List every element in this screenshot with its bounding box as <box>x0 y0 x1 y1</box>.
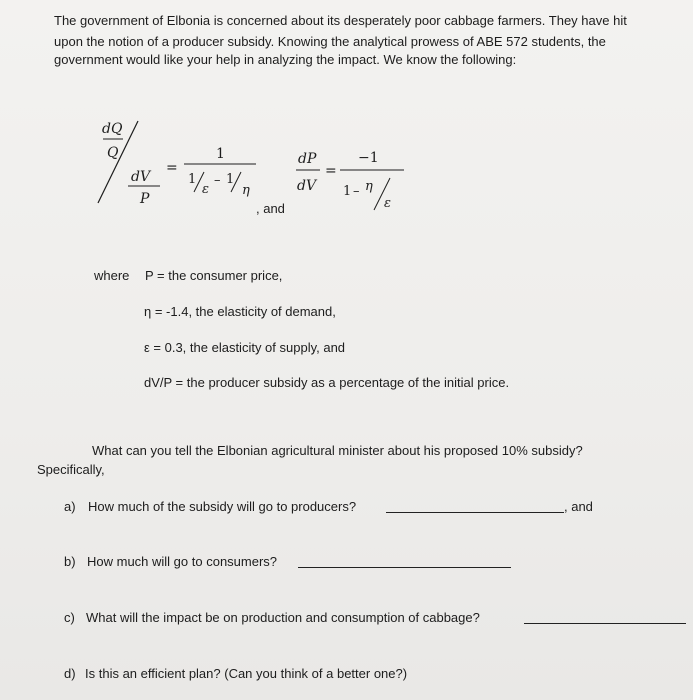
formula-den-one: 1 <box>188 172 197 187</box>
item-b-text: How much will go to consumers? <box>87 554 278 569</box>
formula-den2-one: 1 <box>343 184 352 199</box>
question-line-1: What can you tell the Elbonian agricultural minister about his proposed 10% subsidy? <box>92 443 583 458</box>
item-c-label: c) <box>64 610 75 625</box>
formula-dV: dV <box>131 169 151 185</box>
formula-dV-2: dV <box>297 178 317 194</box>
item-d-label: d) <box>64 666 76 681</box>
intro-line-1: The government of Elbonia is concerned about its desperately poor cabbage farmers. They have hit <box>54 13 627 28</box>
definition-dvp: dV/P = the producer subsidy as a percentage of the initial price. <box>144 375 510 390</box>
item-b-label: b) <box>64 554 76 569</box>
formula-den2-epsilon: ε <box>384 196 391 211</box>
formula-neg-one: −1 <box>358 150 379 166</box>
formula-den-minus: – <box>214 173 221 188</box>
formula-equals: = <box>166 160 178 176</box>
formula-den-eta: η <box>242 183 250 198</box>
formula-dP: dP <box>298 151 317 167</box>
intro-line-3: government would like your help in analyzing the impact. We know the following: <box>54 52 517 67</box>
where-label: where <box>94 268 130 283</box>
item-a-answer-line[interactable] <box>386 512 564 513</box>
item-c-answer-line[interactable] <box>524 623 686 624</box>
item-c-text: What will the impact be on production and consumption of cabbage? <box>86 610 480 625</box>
definition-eta: η = -1.4, the elasticity of demand, <box>144 304 336 319</box>
intro-line-2: upon the notion of a producer subsidy. Knowing the analytical prowess of ABE 572 students, the <box>54 34 606 49</box>
formula-den-epsilon: ε <box>202 182 209 197</box>
formula-dQ: dQ <box>102 121 123 137</box>
definition-epsilon: ε = 0.3, the elasticity of supply, and <box>144 340 346 355</box>
formula-numerator-one: 1 <box>216 146 225 162</box>
formula-equals-2: = <box>325 163 337 179</box>
definition-p: P = the consumer price, <box>145 268 283 283</box>
formula-and-label: , and <box>256 201 285 216</box>
formula-den-one-b: 1 <box>226 172 235 187</box>
question-line-2: Specifically, <box>37 462 105 477</box>
item-d-text: Is this an efficient plan? (Can you think of a better one?) <box>85 666 408 681</box>
item-b-answer-line[interactable] <box>298 567 511 568</box>
item-a-suffix: , and <box>564 499 593 514</box>
formula-den2-eta: η <box>365 179 373 194</box>
formula-P: P <box>140 191 150 207</box>
formula-den2-minus: – <box>353 184 360 199</box>
item-a-text: How much of the subsidy will go to producers? <box>88 499 357 514</box>
item-a-label: a) <box>64 499 76 514</box>
formula-Q: Q <box>107 145 119 161</box>
